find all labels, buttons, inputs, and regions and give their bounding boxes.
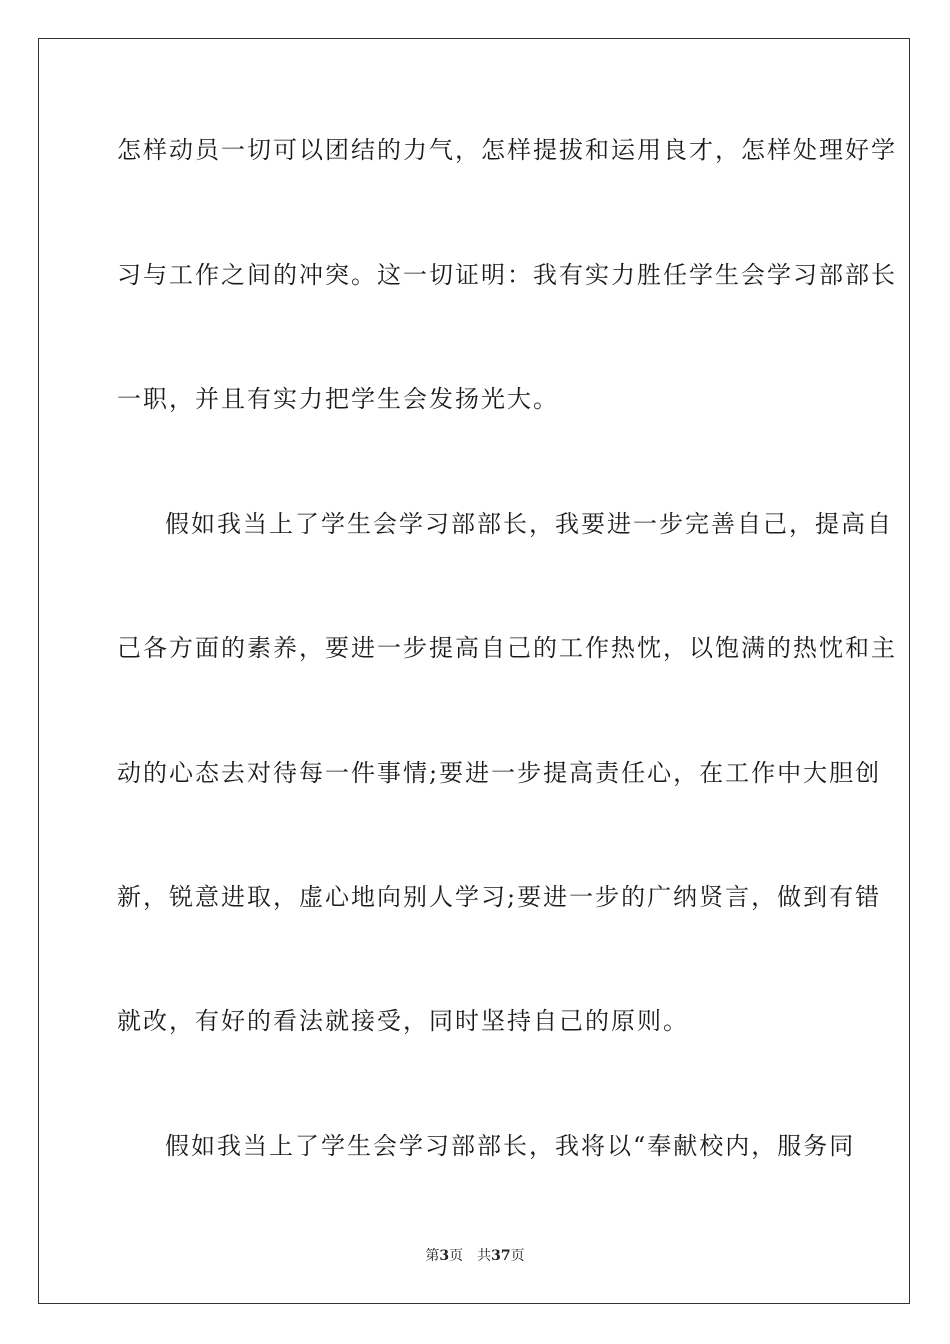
text-line-2: 习与工作之间的冲突。这一切证明：我有实力胜任学生会学习部部长: [117, 261, 897, 289]
text-line-1: 怎样动员一切可以团结的力气，怎样提拔和运用良才，怎样处理好学: [117, 136, 897, 164]
footer-total-prefix: 共: [477, 1248, 492, 1264]
text-line-4: 假如我当上了学生会学习部部长，我要进一步完善自己，提高自: [165, 510, 893, 538]
text-line-5: 己各方面的素养，要进一步提高自己的工作热忱，以饱满的热忱和主: [117, 634, 897, 662]
text-line-7: 新，锐意进取，虚心地向别人学习;要进一步的广纳贤言，做到有错: [117, 883, 882, 911]
text-line-8: 就改，有好的看法就接受，同时坚持自己的原则。: [117, 1007, 689, 1035]
text-line-3: 一职，并且有实力把学生会发扬光大。: [117, 385, 559, 413]
footer-page-suffix: 页: [449, 1248, 464, 1264]
footer-page-number: 3: [439, 1248, 450, 1264]
footer-page-prefix: 第: [425, 1248, 440, 1264]
footer-total-pages: 37: [491, 1248, 511, 1264]
text-line-9: 假如我当上了学生会学习部部长，我将以“奉献校内，服务同: [165, 1132, 856, 1160]
footer-total-suffix: 页: [510, 1248, 525, 1264]
page-border: [38, 38, 910, 1304]
page-footer: [0, 1246, 950, 1266]
text-line-6: 动的心态去对待每一件事情;要进一步提高责任心，在工作中大胆创: [117, 759, 882, 787]
